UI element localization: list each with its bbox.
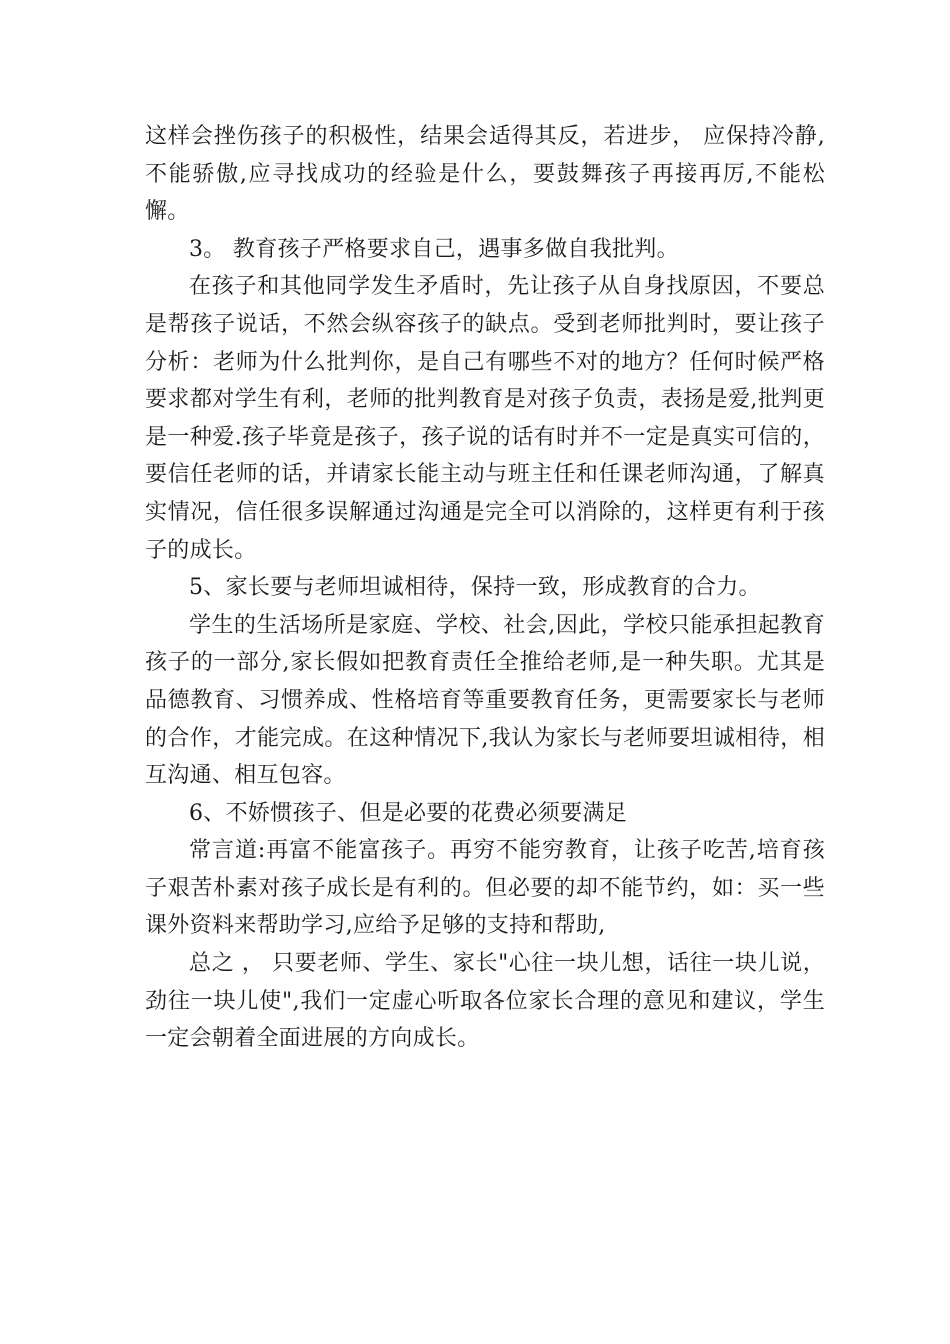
paragraph-6-heading: 6、不娇惯孩子、但是必要的花费必须要满足: [189, 800, 627, 826]
paragraph-5: 学生的生活场所是家庭、学校、社会,因此，学校只能承担起教育孩子的一部分,家长假如把教育责任全推给老师,是一种失职。尤其是品德教育、习惯养成、性格培育等重要教育任务，更需要家长与老师的合作，才能完成。在这种情况下,我认为家长与老师要坦诚相待，相互沟通、相互包容。: [145, 612, 825, 789]
paragraph-8-conclusion: 总之 ， 只要老师、学生、家长"心往一块儿想，话往一块儿说，劲往一块儿使",我们一定虚心听取各位家长合理的意见和建议，学生一定会朝着全面进展的方向成长。: [145, 951, 825, 1052]
paragraph-4-heading: 5、家长要与老师坦诚相待，保持一致，形成教育的合力。: [189, 575, 761, 601]
paragraph-7: 常言道:再富不能富孩子。再穷不能穷教育，让孩子吃苦,培育孩子艰苦朴素对孩子成长是有利的。但必要的却不能节约，如：买一些课外资料来帮助学习,应给予足够的支持和帮助,: [145, 838, 825, 939]
paragraph-3: 在孩子和其他同学发生矛盾时，先让孩子从自身找原因，不要总是帮孩子说话，不然会纵容孩子的缺点。受到老师批判时，要让孩子分析：老师为什么批判你，是自己有哪些不对的地方？任何时候严格要求都对学生有利，老师的批判教育是对孩子负责，表扬是爱,批判更是一种爱.孩子毕竟是孩子，孩子说的话有时并不一定是真实可信的，要信任老师的话，并请家长能主动与班主任和任课老师沟通，了解真实情况，信任很多误解通过沟通是完全可以消除的，这样更有利于孩子的成长。: [145, 274, 825, 563]
paragraph-2-heading: 3。 教育孩子严格要求自己，遇事多做自我批判。: [189, 236, 679, 262]
paragraph-1: 这样会挫伤孩子的积极性，结果会适得其反，若进步， 应保持冷静,不能骄傲,应寻找成功的经验是什么，要鼓舞孩子再接再厉,不能松懈。: [145, 124, 825, 225]
document-body: [145, 118, 825, 1058]
